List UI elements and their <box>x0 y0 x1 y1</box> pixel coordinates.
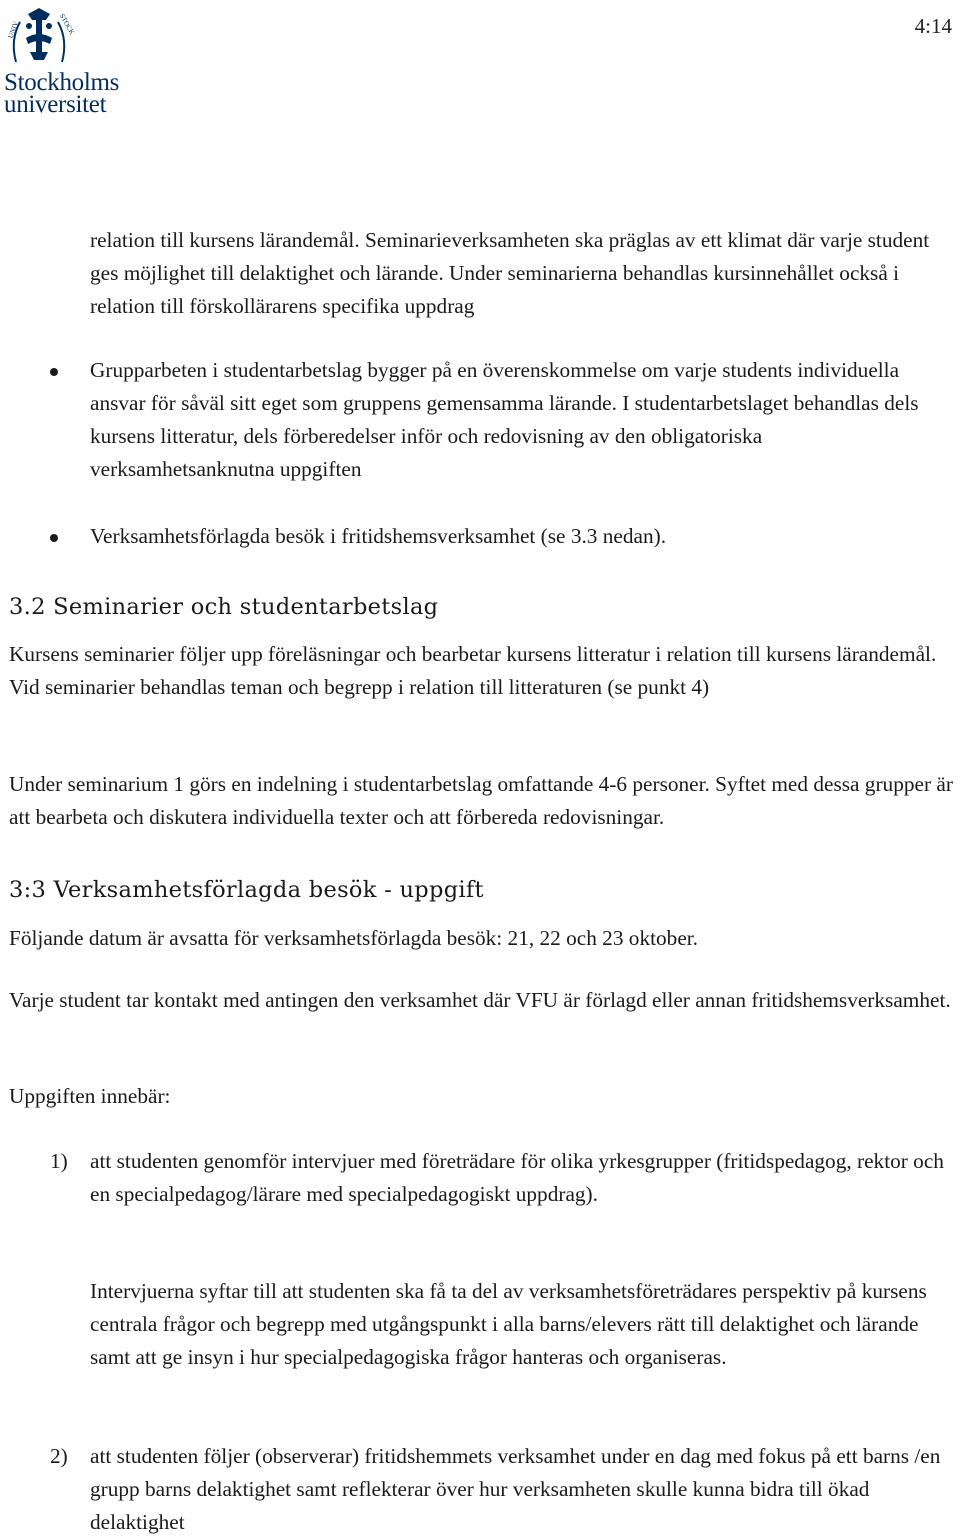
section-3-2-paragraph-1: Kursens seminarier följer upp föreläsningar och bearbetar kursens litteratur i relation till kursens lärandemål. Vid seminarier behandlas teman och begrepp i relation till litteraturen (se punkt 4) <box>9 642 937 699</box>
section-3-2-paragraph-2: Under seminarium 1 görs en indelning i studentarbetslag omfattande 4-6 personer. Syftet med dessa grupper är att bearbeta och diskutera individuella texter och att förbereda redovisningar. <box>9 772 953 829</box>
bullet-item-visits: Verksamhetsförlagda besök i fritidshemsverksamhet (se 3.3 nedan). <box>90 524 667 548</box>
section-3-3-task-intro: Uppgiften innebär: <box>9 1084 171 1108</box>
intro-paragraph: relation till kursens lärandemål. Seminarieverksamheten ska präglas av ett klimat där varje student ges möjlighet till delaktighet och lärande. Under seminarierna behandlas kursinnehållet också i relation till förskollärarens specifika uppdrag <box>90 228 930 318</box>
list-item-observation: att studenten följer (observerar) fritidshemmets verksamhet under en dag med fokus på ett barns /en grupp barns delaktighet samt reflekterar över hur verksamheten skulle kunna bidra till ökad delaktighet <box>90 1444 941 1534</box>
list-item-interviews-purpose: Intervjuerna syftar till att studenten ska få ta del av verksamhetsföreträdares perspektiv på kursens centrala frågor och begrepp med utgångspunkt i alla barns/elevers rätt till delaktighet och lärande samt att ge insyn i hur specialpedagogiska frågor hanteras och organiseras. <box>90 1279 927 1369</box>
section-3-3-paragraph-dates: Följande datum är avsatta för verksamhetsförlagda besök: 21, 22 och 23 oktober. <box>9 926 699 950</box>
logo-line-2: universitet <box>4 91 107 118</box>
university-seal-icon <box>6 4 77 70</box>
svg-text:STOCK: STOCK <box>57 12 77 37</box>
section-heading-3-3: 3:3 Verksamhetsförlagda besök - uppgift <box>9 877 484 903</box>
logo-wordmark <box>4 69 120 118</box>
list-item-interviews: att studenten genomför intervjuer med företrädare för olika yrkesgrupper (fritidspedagog, rektor och en specialpedagog/lärare med specialpedagogiskt uppdrag). <box>90 1149 944 1206</box>
list-item-number: 2) <box>50 1444 68 1468</box>
logo-line-1: Stockholms <box>4 69 120 96</box>
svg-text:UNIV: UNIV <box>6 20 21 40</box>
bullet-marker <box>50 368 58 376</box>
section-heading-3-2: 3.2 Seminarier och studentarbetslag <box>9 594 439 620</box>
bullet-item-groupwork: Grupparbeten i studentarbetslag bygger på en överenskommelse om varje students individuella ansvar för såväl sitt eget som gruppens gemensamma lärande. I studentarbetslaget behandlas dels kursens litteratur, dels förberedelser inför och redovisning av den obligatoriska verksamhetsanknutna uppgiften <box>90 358 919 481</box>
bullet-marker <box>50 534 58 542</box>
university-logo <box>4 4 132 116</box>
list-item-number: 1) <box>50 1149 68 1173</box>
page-number: 4:14 <box>914 14 952 38</box>
section-3-3-paragraph-contact: Varje student tar kontakt med antingen den verksamhet där VFU är förlagd eller annan fritidshemsverksamhet. <box>9 988 951 1012</box>
